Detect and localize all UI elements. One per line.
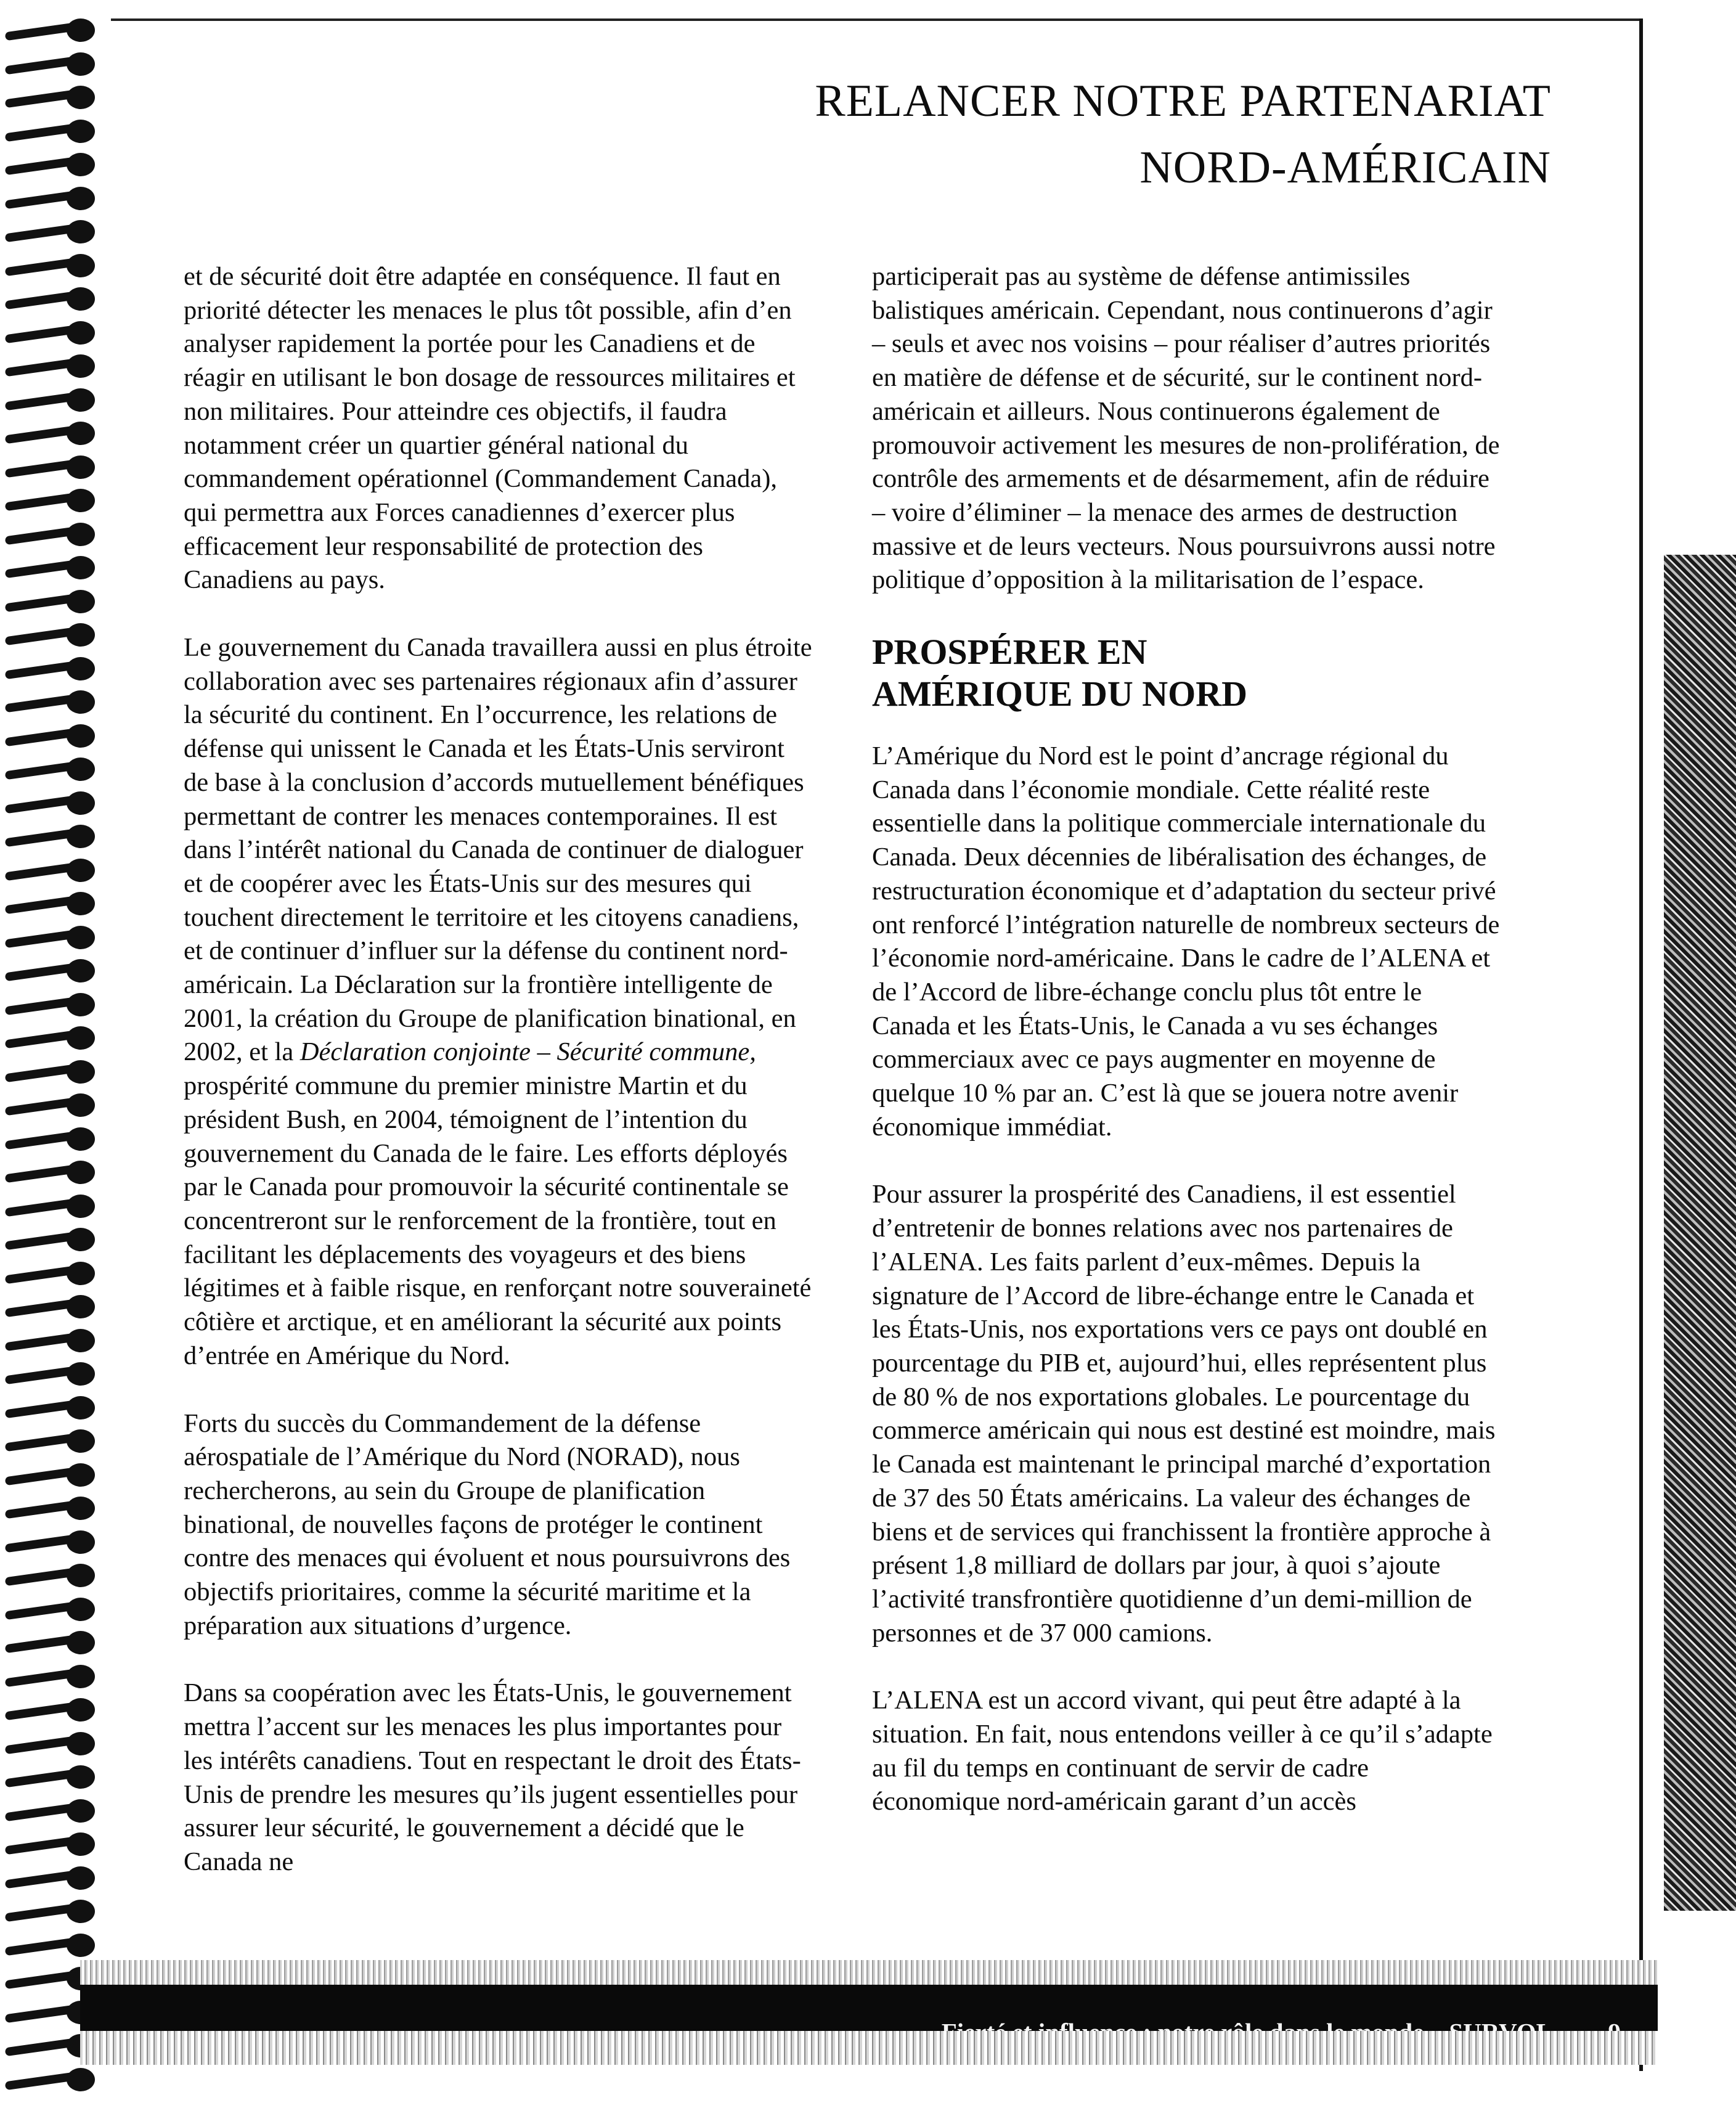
- spiral-hole: [67, 18, 95, 42]
- spiral-hole: [67, 153, 95, 176]
- spiral-hole: [67, 1463, 95, 1487]
- spiral-ring: [5, 825, 97, 849]
- spiral-hole: [67, 254, 95, 277]
- page-title-line-2: NORD-AMÉRICAIN: [1139, 142, 1551, 193]
- spiral-hole: [67, 1429, 95, 1453]
- spiral-hole: [67, 1026, 95, 1050]
- spiral-ring: [5, 1799, 97, 1824]
- spiral-hole: [67, 1093, 95, 1117]
- spiral-hole: [67, 1396, 95, 1420]
- paragraph-left-1: et de sécurité doit être adaptée en conséquence. Il faut en priorité détecter les menaces le plus tôt possible, afin d’en analyser rapidement la portée pour les Canadiens et de réagir en utilisant le bon dosage de ressources militaires et non militaires. Pour atteindre ces objectifs, il faudra notamment créer un quartier général national du commandement opérationnel (Commandement Canada), qui permettra aux Forces canadiennes d’exercer plus efficacement leur responsabilité de protection des Canadiens au pays.: [184, 262, 796, 595]
- spiral-ring: [5, 1866, 97, 1891]
- spiral-ring: [5, 455, 97, 480]
- spiral-ring: [5, 959, 97, 984]
- spiral-hole: [67, 556, 95, 579]
- spiral-ring: [5, 86, 97, 110]
- spiral-hole: [67, 1698, 95, 1722]
- spiral-ring: [5, 2068, 97, 2093]
- section-title: [872, 631, 1501, 715]
- spiral-hole: [67, 1765, 95, 1789]
- background-texture-strip: [1664, 555, 1736, 1911]
- spiral-ring: [5, 52, 97, 77]
- spiral-hole: [67, 422, 95, 445]
- right-column: [872, 260, 1501, 1853]
- spiral-hole: [67, 354, 95, 378]
- spiral-hole: [67, 1329, 95, 1352]
- spiral-hole: [67, 1832, 95, 1856]
- spiral-hole: [67, 220, 95, 243]
- spiral-hole: [67, 825, 95, 848]
- spiral-hole: [67, 1195, 95, 1218]
- spiral-hole: [67, 1362, 95, 1386]
- spiral-ring: [5, 724, 97, 749]
- page-title: [442, 68, 1551, 201]
- spiral-ring: [5, 1765, 97, 1790]
- section-title-line-1: PROSPÉRER EN: [872, 632, 1147, 672]
- spiral-hole: [67, 2068, 95, 2091]
- spiral-hole: [67, 187, 95, 210]
- document-title-italic: Déclaration conjointe – Sécurité commune,: [300, 1037, 756, 1067]
- spiral-ring: [5, 590, 97, 615]
- spiral-hole: [67, 1161, 95, 1184]
- spiral-hole: [67, 1598, 95, 1621]
- spiral-ring: [5, 859, 97, 883]
- spiral-ring: [5, 354, 97, 379]
- spiral-ring: [5, 1429, 97, 1454]
- spiral-ring: [5, 1665, 97, 1689]
- spiral-ring: [5, 1900, 97, 1924]
- spiral-ring: [5, 758, 97, 782]
- spiral-ring: [5, 1564, 97, 1588]
- paragraph-right-3: Pour assurer la prospérité des Canadiens, il est essentiel d’entretenir de bonnes relations avec nos partenaires de l’ALENA. Les faits parlent d’eux-mêmes. Depuis la signature de l’Accord de libre-échange entre le Canada et les États-Unis, nos exportations vers ce pays ont doublé en pourcentage du PIB et, aujourd’hui, elles représentent plus de 80 % de nos exportations globales. Le pourcentage du commerce américain qui nous est destiné est moindre, mais le Canada est maintenant le principal marché d’exportation de 37 des 50 États américains. La valeur des échanges de biens et de services qui franchissent la frontière approche à présent 1,8 milliard de dollars par jour, à quoi s’ajoute l’activité transfrontière quotidienne d’un demi-million de personnes et de 37 000 camions.: [872, 1180, 1496, 1648]
- spiral-ring: [5, 1093, 97, 1118]
- spiral-hole: [67, 1127, 95, 1151]
- spiral-hole: [67, 724, 95, 748]
- spiral-ring: [5, 1362, 97, 1387]
- spiral-hole: [67, 1900, 95, 1923]
- spiral-ring: [5, 1698, 97, 1723]
- spiral-ring: [5, 153, 97, 178]
- spiral-ring: [5, 892, 97, 917]
- spiral-ring: [5, 657, 97, 682]
- spiral-ring: [5, 791, 97, 816]
- paragraph-left-2-part-b: prospérité commune du premier ministre Martin et du président Bush, en 2004, témoignent de l’intention du gouvernement du Canada de le faire. Les efforts déployés par le Canada pour promouvoir la sécurité continentale se concentreront sur le renforcement de la frontière, tout en facilitant les déplacements des voyageurs et des biens légitimes et à faible risque, en renforçant notre souveraineté côtière et arctique, et en améliorant la sécurité aux points d’entrée en Amérique du Nord.: [184, 1071, 812, 1370]
- spiral-hole: [67, 892, 95, 915]
- spiral-ring: [5, 287, 97, 312]
- spiral-hole: [67, 321, 95, 345]
- spiral-hole: [67, 1866, 95, 1890]
- spiral-hole: [67, 1934, 95, 1957]
- spiral-hole: [67, 1060, 95, 1084]
- spiral-hole: [67, 52, 95, 76]
- spiral-ring: [5, 623, 97, 648]
- section-title-line-2: AMÉRIQUE DU NORD: [872, 674, 1247, 714]
- spiral-ring: [5, 1732, 97, 1757]
- paragraph-left-3: Forts du succès du Commandement de la défense aérospatiale de l’Amérique du Nord (NORAD), nous rechercherons, au sein du Groupe de planification binational, de nouvelles façons de protéger le continent contre des menaces qui évoluent et nous poursuivrons des objectifs prioritaires, comme la sécurité maritime et la préparation aux situations d’urgence.: [184, 1408, 791, 1640]
- spiral-ring: [5, 993, 97, 1018]
- page-right-edge: [1639, 18, 1643, 2071]
- spiral-ring: [5, 1329, 97, 1354]
- top-edge-rule: [111, 18, 1642, 21]
- spiral-ring: [5, 1934, 97, 1958]
- footer-dark-band: [80, 1985, 1658, 2031]
- spiral-hole: [67, 1530, 95, 1554]
- spiral-ring: [5, 422, 97, 446]
- spiral-hole: [67, 1295, 95, 1318]
- spiral-ring: [5, 321, 97, 346]
- spiral-ring: [5, 1497, 97, 1521]
- spiral-hole: [67, 489, 95, 512]
- page-title-line-1: RELANCER NOTRE PARTENARIAT: [815, 76, 1551, 126]
- left-column: [184, 260, 812, 1913]
- spiral-ring: [5, 1060, 97, 1085]
- spiral-ring: [5, 1530, 97, 1555]
- spiral-ring: [5, 1127, 97, 1152]
- paragraph-left-2: [184, 631, 812, 1373]
- spiral-hole: [67, 590, 95, 613]
- spiral-hole: [67, 1497, 95, 1520]
- spiral-hole: [67, 86, 95, 109]
- spiral-hole: [67, 1665, 95, 1688]
- spiral-hole: [67, 859, 95, 882]
- spiral-hole: [67, 523, 95, 546]
- paragraph-right-2: L’Amérique du Nord est le point d’ancrage régional du Canada dans l’économie mondiale. Cette réalité reste essentielle dans la politique commerciale internationale du Canada. Deux décennies de libéralisation des échanges, de restructuration économique et d’adaptation du secteur privé ont renforcé l’intégration naturelle de nombreux secteurs de l’économie nord-américaine. Dans le cadre de l’ALENA et de l’Accord de libre-échange conclu plus tôt entre le Canada et les États-Unis, le Canada a vu ses échanges commerciaux avec ce pays augmenter en moyenne de quelque 10 % par an. C’est là que se jouera notre avenir économique immédiat.: [872, 741, 1500, 1142]
- paragraph-left-2-part-a: Le gouvernement du Canada travaillera aussi en plus étroite collaboration avec ses partenaires régionaux afin d’assurer la sécurité du continent. En l’occurrence, les relations de défense qui unissent le Canada et les États-Unis serviront de base à la conclusion d’accords mutuellement bénéfiques permettant de contrer les menaces contemporaines. Il est dans l’intérêt national du Canada de continuer de dialoguer et de coopérer avec les États-Unis sur des mesures qui touchent directement le territoire et les citoyens canadiens, et de continuer d’influer sur la défense du continent nord-américain. La Déclaration sur la frontière intelligente de 2001, la création du Groupe de planification binational, en 2002, et la: [184, 633, 812, 1067]
- spiral-ring: [5, 1195, 97, 1219]
- spiral-ring: [5, 254, 97, 279]
- spiral-ring: [5, 18, 97, 43]
- spiral-hole: [67, 287, 95, 311]
- spiral-ring: [5, 120, 97, 144]
- spiral-hole: [67, 1732, 95, 1755]
- spiral-hole: [67, 791, 95, 815]
- spiral-hole: [67, 1228, 95, 1251]
- spiral-binding: [0, 18, 108, 2108]
- spiral-ring: [5, 1832, 97, 1857]
- spiral-hole: [67, 657, 95, 680]
- spiral-ring: [5, 1631, 97, 1656]
- footer-band: [80, 1960, 1658, 2065]
- spiral-ring: [5, 690, 97, 715]
- spiral-hole: [67, 388, 95, 412]
- spiral-ring: [5, 1598, 97, 1622]
- footer-texture-top: [80, 1960, 1658, 1985]
- spiral-ring: [5, 1161, 97, 1185]
- spiral-ring: [5, 388, 97, 413]
- spiral-ring: [5, 523, 97, 547]
- spiral-ring: [5, 1295, 97, 1320]
- spiral-ring: [5, 1463, 97, 1488]
- paragraph-left-4: Dans sa coopération avec les États-Unis, le gouvernement mettra l’accent sur les menaces les plus importantes pour les intérêts canadiens. Tout en respectant le droit des États-Unis de prendre les mesures qu’ils jugent essentielles pour assurer leur sécurité, le gouvernement a décidé que le Canada ne: [184, 1678, 801, 1876]
- spiral-ring: [5, 489, 97, 513]
- spiral-hole: [67, 1262, 95, 1285]
- spiral-hole: [67, 455, 95, 479]
- spiral-ring: [5, 1026, 97, 1051]
- spiral-ring: [5, 926, 97, 950]
- spiral-ring: [5, 1396, 97, 1421]
- spiral-ring: [5, 220, 97, 245]
- spiral-hole: [67, 120, 95, 143]
- spiral-hole: [67, 1564, 95, 1587]
- spiral-hole: [67, 758, 95, 781]
- spiral-ring: [5, 187, 97, 211]
- spiral-hole: [67, 623, 95, 647]
- spiral-hole: [67, 959, 95, 982]
- footer-texture-bottom: [80, 2031, 1658, 2065]
- spiral-hole: [67, 926, 95, 949]
- paragraph-right-4: L’ALENA est un accord vivant, qui peut être adapté à la situation. En fait, nous entendons veiller à ce qu’il s’adapte au fil du temps en continuant de servir de cadre économique nord-américain garant d’un accès: [872, 1686, 1493, 1816]
- spiral-ring: [5, 1262, 97, 1286]
- spiral-ring: [5, 556, 97, 581]
- paragraph-right-1: participerait pas au système de défense antimissiles balistiques américain. Cependant, nous continuerons d’agir – seuls et avec nos voisins – pour réaliser d’autres priorités en matière de défense et de sécurité, sur le continent nord-américain et ailleurs. Nous continuerons également de promouvoir activement les mesures de non-prolifération, de contrôle des armements et de désarmement, afin de réduire – voire d’éliminer – la menace des armes de destruction massive et de leurs vecteurs. Nous poursuivrons aussi notre politique d’opposition à la militarisation de l’espace.: [872, 262, 1500, 595]
- spiral-hole: [67, 993, 95, 1016]
- spiral-ring: [5, 1228, 97, 1252]
- spiral-hole: [67, 1631, 95, 1654]
- spiral-hole: [67, 690, 95, 714]
- spiral-hole: [67, 1799, 95, 1823]
